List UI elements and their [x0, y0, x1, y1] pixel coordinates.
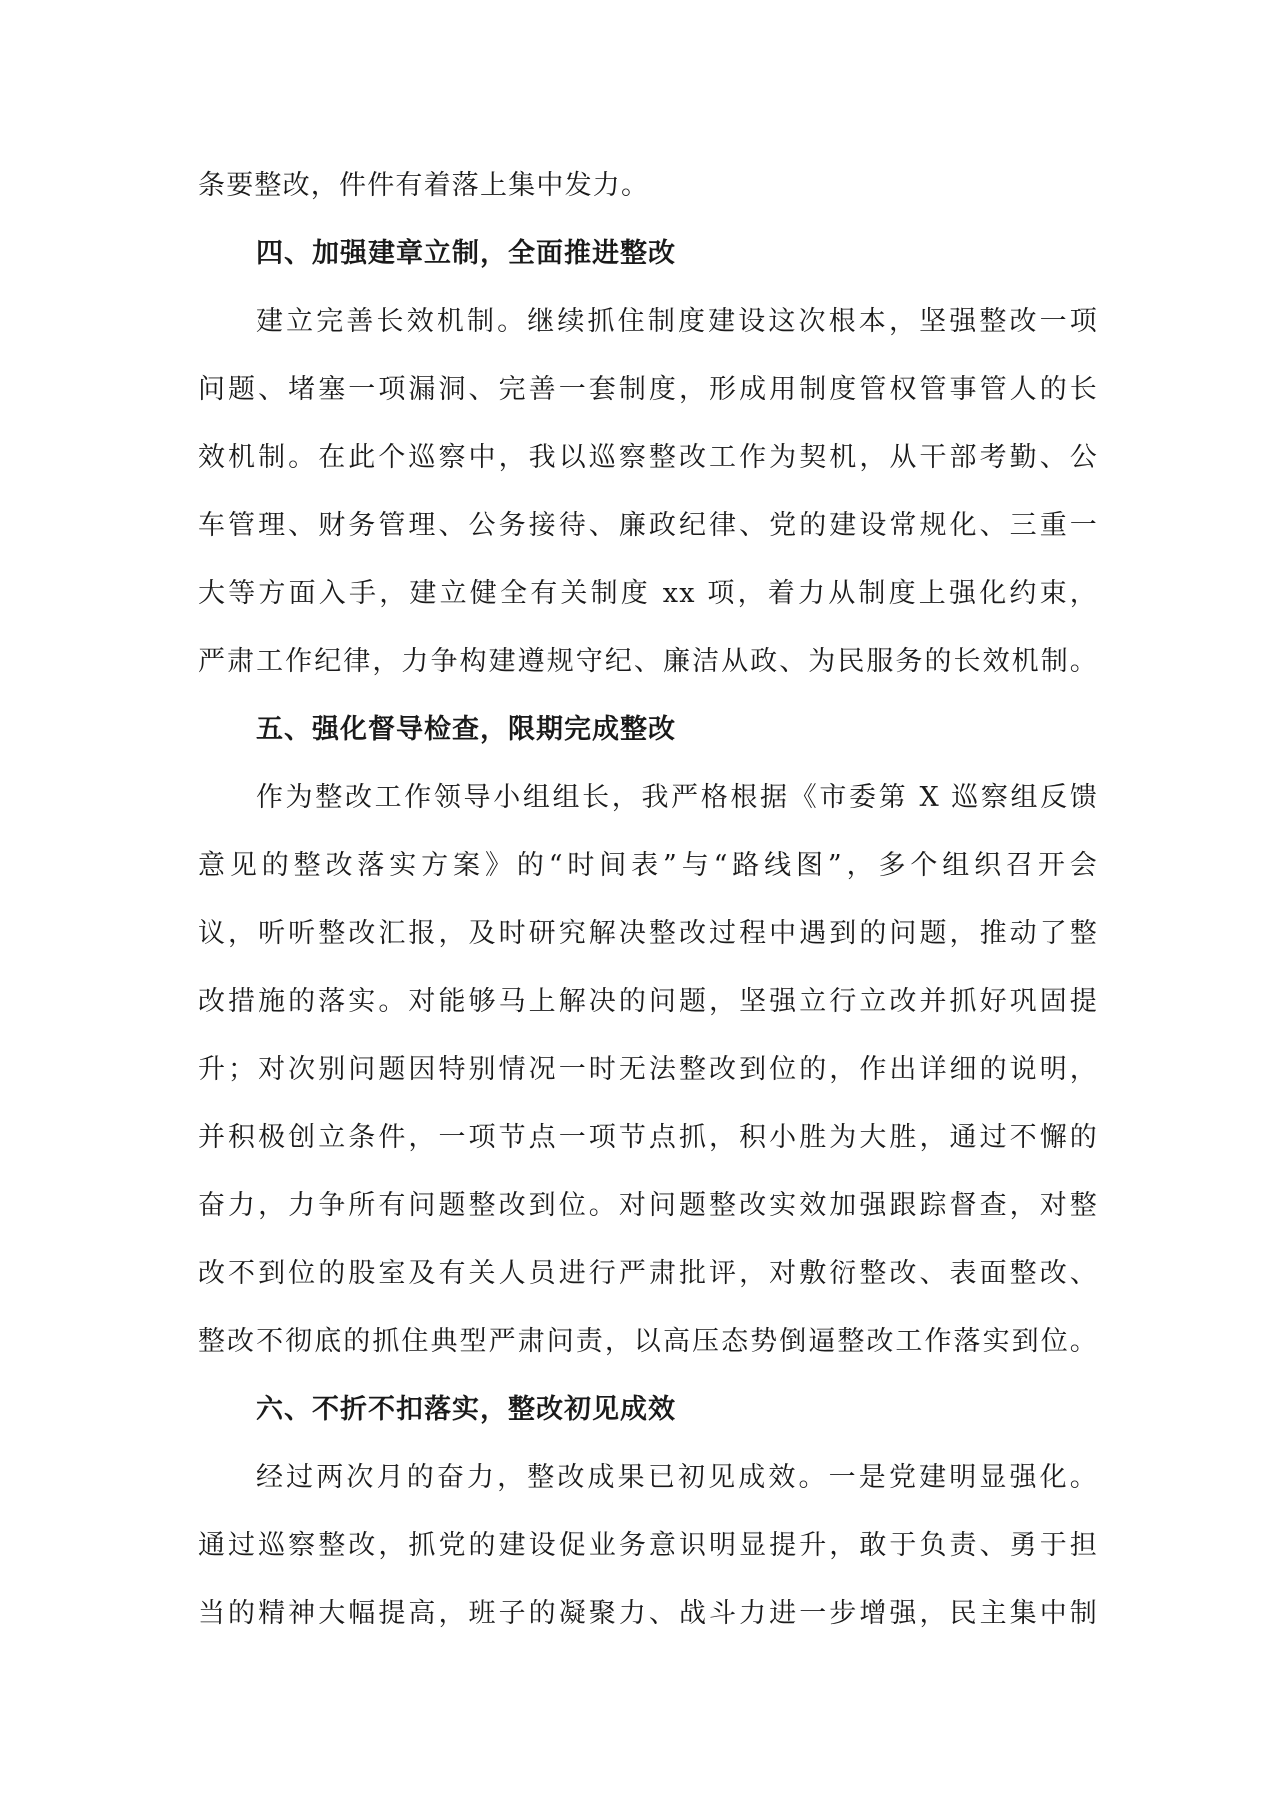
paragraph-line: 当的精神大幅提高，班子的凝聚力、战斗力进一步增强，民主集中制 — [198, 1598, 1098, 1629]
paragraph-line: 经过两次月的奋力，整改成果已初见成效。一是党建明显强化。 — [256, 1462, 1098, 1493]
paragraph-line: 奋力，力争所有问题整改到位。对问题整改实效加强跟踪督查，对整 — [198, 1190, 1098, 1221]
paragraph-line: 建立完善长效机制。继续抓住制度建设这次根本，坚强整改一项 — [256, 306, 1098, 337]
paragraph-line: 升；对次别问题因特别情况一时无法整改到位的，作出详细的说明， — [198, 1054, 1098, 1085]
section-heading-6: 六、不折不扣落实，整改初见成效 — [256, 1394, 676, 1425]
section-heading-4: 四、加强建章立制，全面推进整改 — [256, 238, 676, 269]
paragraph-line: 改措施的落实。对能够马上解决的问题，坚强立行立改并抓好巩固提 — [198, 986, 1098, 1017]
paragraph-line: 意见的整改落实方案》的“时间表”与“路线图”，多个组织召开会 — [198, 850, 1098, 881]
paragraph-line: 问题、堵塞一项漏洞、完善一套制度，形成用制度管权管事管人的长 — [198, 374, 1098, 405]
paragraph-line: 并积极创立条件，一项节点一项节点抓，积小胜为大胜，通过不懈的 — [198, 1122, 1098, 1153]
body-text-line: 条要整改，件件有着落上集中发力。 — [198, 170, 650, 201]
paragraph-line: 严肃工作纪律，力争构建遵规守纪、廉洁从政、为民服务的长效机制。 — [198, 646, 1098, 677]
paragraph-line: 整改不彻底的抓住典型严肃问责，以高压态势倒逼整改工作落实到位。 — [198, 1326, 1098, 1357]
paragraph-line: 通过巡察整改，抓党的建设促业务意识明显提升，敢于负责、勇于担 — [198, 1530, 1098, 1561]
paragraph-line: 大等方面入手，建立健全有关制度 xx 项，着力从制度上强化约束， — [198, 578, 1098, 609]
paragraph-line: 议，听听整改汇报，及时研究解决整改过程中遇到的问题，推动了整 — [198, 918, 1098, 949]
paragraph-line: 作为整改工作领导小组组长，我严格根据《市委第 X 巡察组反馈 — [256, 782, 1098, 813]
paragraph-line: 效机制。在此个巡察中，我以巡察整改工作为契机，从干部考勤、公 — [198, 442, 1098, 473]
section-heading-5: 五、强化督导检查，限期完成整改 — [256, 714, 676, 745]
paragraph-line: 改不到位的股室及有关人员进行严肃批评，对敷衍整改、表面整改、 — [198, 1258, 1098, 1289]
paragraph-line: 车管理、财务管理、公务接待、廉政纪律、党的建设常规化、三重一 — [198, 510, 1098, 541]
